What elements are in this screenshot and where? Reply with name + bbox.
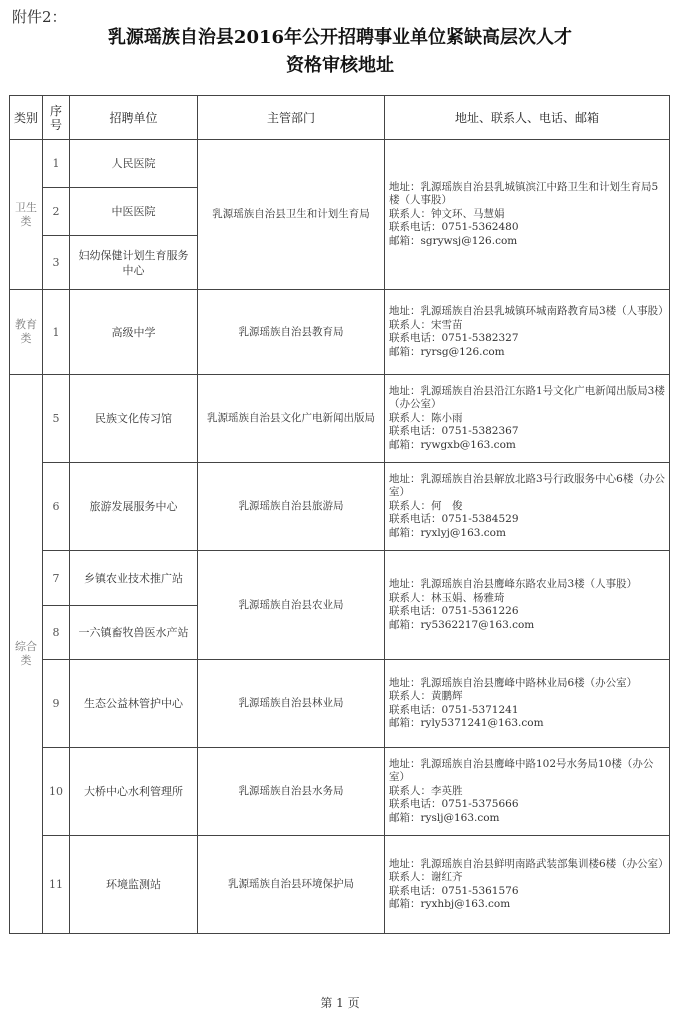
header-dept: 主管部门 <box>198 96 385 140</box>
table-row <box>10 748 670 836</box>
row-unit: 乡镇农业技术推广站 <box>70 551 198 606</box>
dept-cell: 乳源瑶族自治县农业局 <box>198 551 385 660</box>
contact-phone: 联系电话：0751-5371241 <box>389 703 519 716</box>
attachment-label: 附件2： <box>12 8 67 26</box>
address-text: 地址：乳源瑶族自治县鹰峰中路102号水务局10楼（办公室） <box>389 757 654 784</box>
row-unit: 高级中学 <box>70 290 198 375</box>
contact-phone: 联系电话：0751-5384529 <box>389 513 519 526</box>
contact-email: 邮箱：ryxhbj@163.com <box>389 898 511 910</box>
row-seq: 6 <box>43 463 70 551</box>
table-row <box>10 140 670 188</box>
category-health: 卫生类 <box>10 140 43 290</box>
row-seq: 2 <box>43 188 70 236</box>
row-seq: 11 <box>43 836 70 934</box>
contact-email: 邮箱：ryly5371241@163.com <box>389 717 544 729</box>
contact-person: 联系人：何 俊 <box>389 499 463 512</box>
contact-email: 邮箱：ryslj@163.com <box>389 811 500 824</box>
contact-email: 邮箱：ryxlyj@163.com <box>389 526 506 539</box>
row-unit: 民族文化传习馆 <box>70 375 198 463</box>
row-unit: 大桥中心水利管理所 <box>70 748 198 836</box>
table-row <box>10 463 670 551</box>
contact-person: 联系人：李英胜 <box>389 784 463 797</box>
dept-cell: 乳源瑶族自治县林业局 <box>198 660 385 748</box>
address-text: 地址：乳源瑶族自治县鹰峰东路农业局3楼（人事股） <box>389 578 638 590</box>
contact-person: 联系人：黄鹏辉 <box>389 690 463 702</box>
contact-person: 联系人：宋雪苗 <box>389 318 463 331</box>
address-cell <box>385 660 670 748</box>
page-number: 第 1 页 <box>320 996 360 1010</box>
contact-phone: 联系电话：0751-5382367 <box>389 425 519 438</box>
contact-phone: 联系电话：0751-5361226 <box>389 605 519 617</box>
document-title: 乳源瑶族自治县2016年公开招聘事业单位紧缺高层次人才 <box>107 27 573 48</box>
table-header-row <box>10 96 670 140</box>
address-text: 地址：乳源瑶族自治县鹰峰中路林业局6楼（办公室） <box>389 676 638 689</box>
contact-person: 联系人：钟文环、马慧娟 <box>389 207 505 220</box>
row-seq: 3 <box>43 236 70 290</box>
contact-email: 邮箱：ryrsg@126.com <box>389 345 505 358</box>
address-cell <box>385 140 670 290</box>
header-address: 地址、联系人、电话、邮箱 <box>385 96 670 140</box>
row-unit: 环境监测站 <box>70 836 198 934</box>
document-subtitle: 资格审核地址 <box>286 55 394 76</box>
table-row <box>10 551 670 606</box>
row-unit: 妇幼保健计划生育服务中心 <box>70 236 198 290</box>
header-unit: 招聘单位 <box>70 96 198 140</box>
header-category: 类别 <box>10 96 43 140</box>
contact-phone: 联系电话：0751-5382327 <box>389 332 519 344</box>
address-cell <box>385 748 670 836</box>
audit-address-table <box>9 95 670 934</box>
address-text: 地址：乳源瑶族自治县鲜明南路武装部集训楼6楼（办公室） <box>389 857 669 870</box>
contact-person: 联系人：陈小雨 <box>389 411 463 424</box>
row-seq: 10 <box>43 748 70 836</box>
row-unit: 生态公益林管护中心 <box>70 660 198 748</box>
address-text: 地址：乳源瑶族自治县沿江东路1号文化广电新闻出版局3楼（办公室） <box>389 384 665 411</box>
address-text: 地址：乳源瑶族自治县解放北路3号行政服务中心6楼（办公室） <box>389 472 665 499</box>
address-cell <box>385 290 670 375</box>
address-cell <box>385 836 670 934</box>
contact-phone: 联系电话：0751-5362480 <box>389 221 519 234</box>
row-unit: 旅游发展服务中心 <box>70 463 198 551</box>
row-seq: 9 <box>43 660 70 748</box>
dept-cell: 乳源瑶族自治县文化广电新闻出版局 <box>198 375 385 463</box>
contact-email: 邮箱：ry5362217@163.com <box>389 618 535 631</box>
row-seq: 7 <box>43 551 70 606</box>
dept-cell: 乳源瑶族自治县水务局 <box>198 748 385 836</box>
table-row <box>10 290 670 375</box>
contact-email: 邮箱：rywgxb@163.com <box>389 438 516 451</box>
address-cell <box>385 375 670 463</box>
table-row <box>10 375 670 463</box>
row-unit: 一六镇畜牧兽医水产站 <box>70 606 198 660</box>
row-seq: 8 <box>43 606 70 660</box>
contact-phone: 联系电话：0751-5361576 <box>389 884 519 897</box>
address-text: 地址：乳源瑶族自治县乳城镇环城南路教育局3楼（人事股） <box>389 305 669 317</box>
dept-cell: 乳源瑶族自治县环境保护局 <box>198 836 385 934</box>
row-seq: 5 <box>43 375 70 463</box>
table-row <box>10 836 670 934</box>
row-seq: 1 <box>43 140 70 188</box>
row-seq: 1 <box>43 290 70 375</box>
dept-cell: 乳源瑶族自治县卫生和计划生育局 <box>198 140 385 290</box>
header-seq: 序号 <box>43 96 70 140</box>
address-cell <box>385 463 670 551</box>
address-cell <box>385 551 670 660</box>
dept-cell: 乳源瑶族自治县教育局 <box>198 290 385 375</box>
dept-cell: 乳源瑶族自治县旅游局 <box>198 463 385 551</box>
contact-phone: 联系电话：0751-5375666 <box>389 798 519 811</box>
row-unit: 人民医院 <box>70 140 198 188</box>
table-row <box>10 660 670 748</box>
contact-email: 邮箱：sgrywsj@126.com <box>389 234 518 247</box>
contact-person: 联系人：林玉娟、杨雅琦 <box>389 591 505 604</box>
category-education: 教育类 <box>10 290 43 375</box>
contact-person: 联系人：谢红齐 <box>389 871 463 883</box>
row-unit: 中医医院 <box>70 188 198 236</box>
address-text: 地址：乳源瑶族自治县乳城镇滨江中路卫生和计划生育局5楼（人事股） <box>389 180 659 207</box>
category-general: 综合类 <box>10 375 43 934</box>
